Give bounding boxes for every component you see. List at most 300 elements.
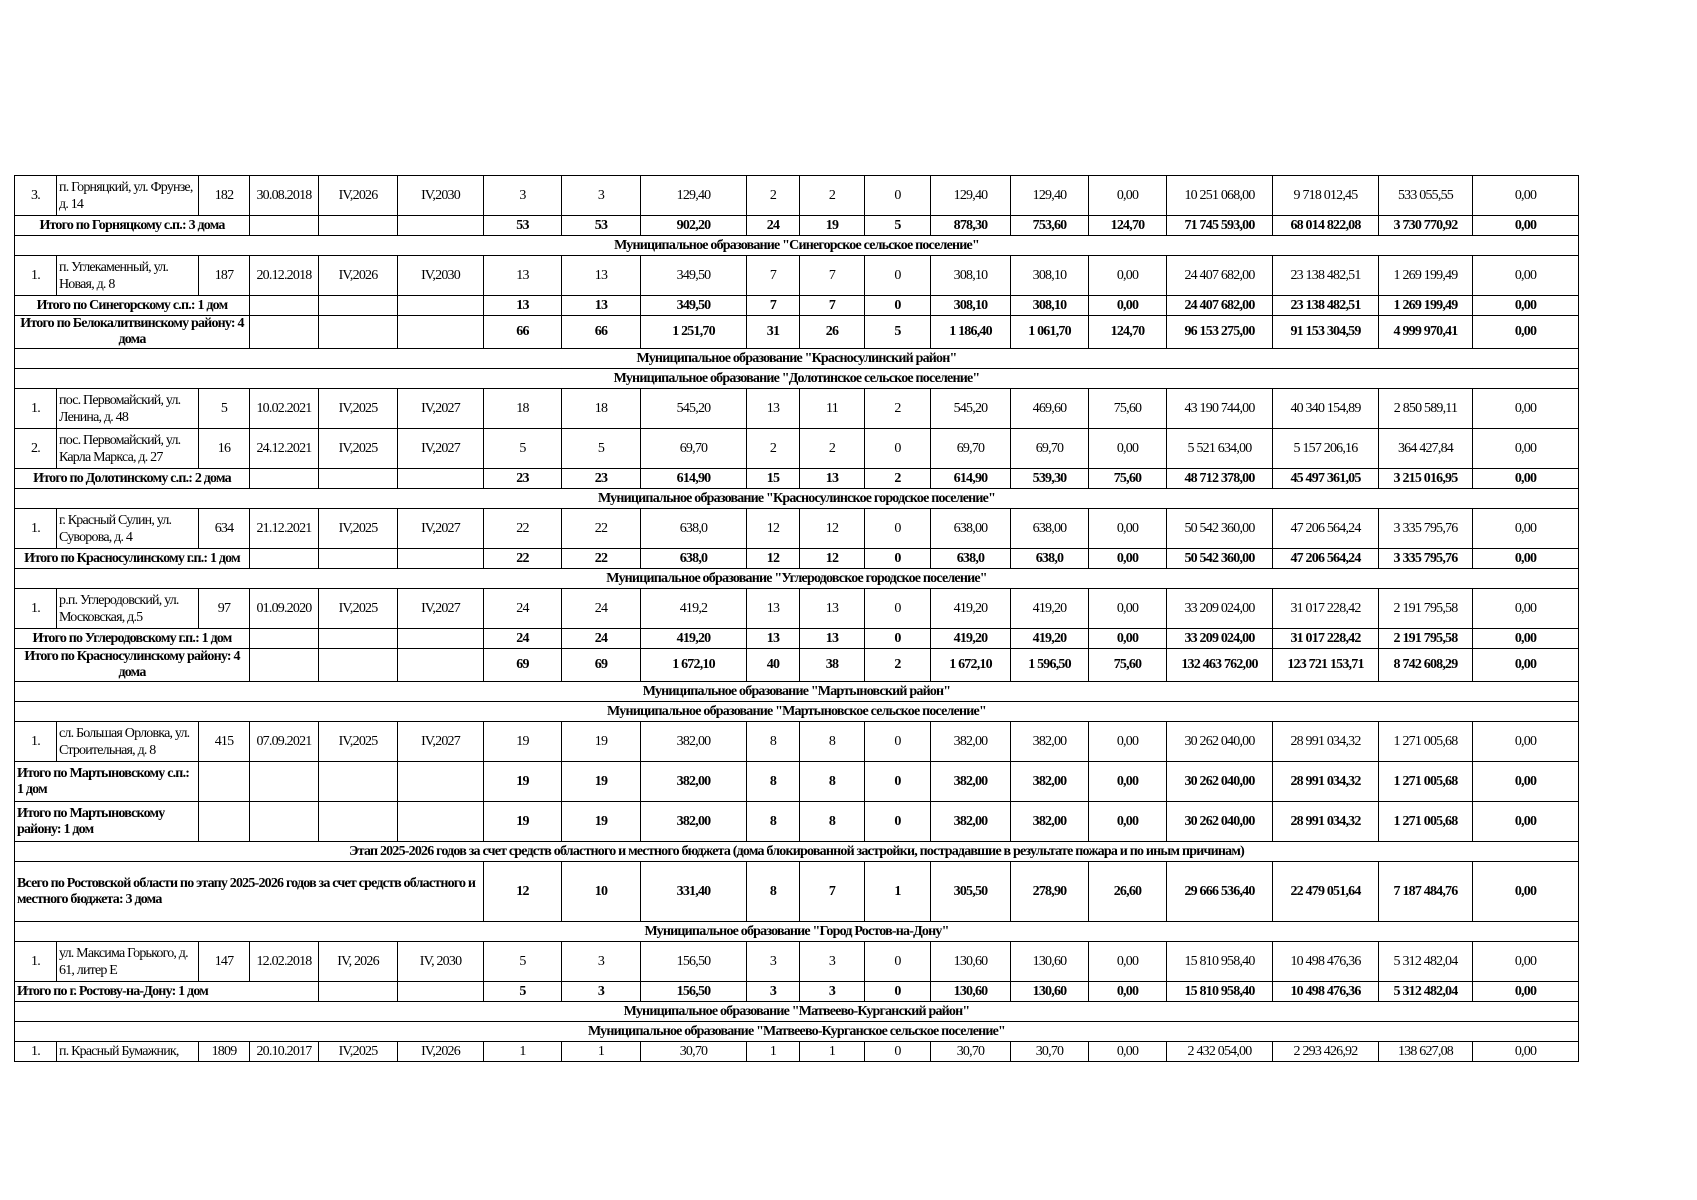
value-cell: 638,00	[1011, 509, 1089, 549]
value-cell: 0,00	[1089, 762, 1167, 802]
value-cell: 96 153 275,00	[1167, 316, 1273, 349]
address-cell: г. Красный Сулин, ул. Суворова, д. 4	[57, 509, 199, 549]
value-cell: 382,00	[1011, 762, 1089, 802]
value-cell: 5	[484, 982, 562, 1002]
value-cell: 124,70	[1089, 216, 1167, 236]
value-cell: 308,10	[931, 256, 1011, 296]
value-cell: 23 138 482,51	[1273, 256, 1379, 296]
value-cell: 10 498 476,36	[1273, 982, 1379, 1002]
value-cell: 40 340 154,89	[1273, 389, 1379, 429]
value-cell: 12.02.2018	[250, 942, 319, 982]
value-cell: 12	[800, 549, 865, 569]
value-cell: 614,90	[641, 469, 747, 489]
value-cell: 2	[865, 389, 931, 429]
grand-total-label: Всего по Ростовской области по этапу 2025-2026 годов за счет средств областного и местного бюджета: 3 дома	[15, 862, 484, 922]
value-cell: 349,50	[641, 256, 747, 296]
value-cell: 22	[484, 549, 562, 569]
value-cell: 0	[865, 549, 931, 569]
value-cell: 30,70	[931, 1042, 1011, 1062]
empty-cell	[319, 802, 398, 842]
value-cell: 0,00	[1089, 802, 1167, 842]
value-cell: 13	[562, 296, 641, 316]
value-cell: 0	[865, 942, 931, 982]
value-cell: 23 138 482,51	[1273, 296, 1379, 316]
value-cell: 22 479 051,64	[1273, 862, 1379, 922]
value-cell: 1 269 199,49	[1379, 256, 1473, 296]
value-cell: 130,60	[1011, 942, 1089, 982]
value-cell: 0,00	[1089, 549, 1167, 569]
table-row	[15, 256, 1579, 296]
value-cell: 24	[484, 629, 562, 649]
value-cell: 2 191 795,58	[1379, 589, 1473, 629]
value-cell: 539,30	[1011, 469, 1089, 489]
value-cell: 69,70	[641, 429, 747, 469]
value-cell: 1 596,50	[1011, 649, 1089, 682]
value-cell: 24 407 682,00	[1167, 256, 1273, 296]
value-cell: 18	[562, 389, 641, 429]
value-cell: 50 542 360,00	[1167, 509, 1273, 549]
value-cell: 66	[484, 316, 562, 349]
subtotal-label: Итого по г. Ростову-на-Дону: 1 дом	[15, 982, 319, 1002]
value-cell: 308,10	[1011, 256, 1089, 296]
value-cell: 382,00	[641, 722, 747, 762]
value-cell: 30.08.2018	[250, 176, 319, 216]
table-row	[15, 349, 1579, 369]
value-cell: IV,2026	[319, 256, 398, 296]
table-row	[15, 862, 1579, 922]
table-row	[15, 762, 1579, 802]
value-cell: 26,60	[1089, 862, 1167, 922]
table-row	[15, 649, 1579, 682]
value-cell: 24	[562, 589, 641, 629]
subtotal-label: Итого по Белокалитвинскому району: 4 дома	[15, 316, 250, 349]
empty-cell	[398, 629, 484, 649]
table-row	[15, 509, 1579, 549]
table-row	[15, 176, 1579, 216]
value-cell: 1	[865, 862, 931, 922]
section-heading: Муниципальное образование "Мартыновский район"	[15, 682, 1579, 702]
value-cell: 1 269 199,49	[1379, 296, 1473, 316]
value-cell: 1 271 005,68	[1379, 722, 1473, 762]
empty-cell	[250, 549, 319, 569]
subtotal-label: Итого по Долотинскому с.п.: 2 дома	[15, 469, 250, 489]
value-cell: 0	[865, 802, 931, 842]
empty-cell	[398, 216, 484, 236]
value-cell: 15	[747, 469, 800, 489]
table-row	[15, 429, 1579, 469]
value-cell: 2 191 795,58	[1379, 629, 1473, 649]
value-cell: 75,60	[1089, 389, 1167, 429]
value-cell: IV,2026	[319, 176, 398, 216]
value-cell: IV,2025	[319, 722, 398, 762]
value-cell: 1 271 005,68	[1379, 762, 1473, 802]
table-row	[15, 982, 1579, 1002]
value-cell: 19	[484, 762, 562, 802]
empty-cell	[319, 216, 398, 236]
value-cell: 156,50	[641, 942, 747, 982]
row-number: 1.	[15, 589, 57, 629]
value-cell: 130,60	[931, 942, 1011, 982]
section-heading: Муниципальное образование "Мартыновское сельское поселение"	[15, 702, 1579, 722]
value-cell: 415	[199, 722, 250, 762]
table-row	[15, 702, 1579, 722]
empty-cell	[319, 549, 398, 569]
value-cell: 24 407 682,00	[1167, 296, 1273, 316]
row-number: 1.	[15, 1042, 57, 1062]
value-cell: 3	[800, 982, 865, 1002]
value-cell: 30 262 040,00	[1167, 802, 1273, 842]
empty-cell	[319, 469, 398, 489]
value-cell: 24.12.2021	[250, 429, 319, 469]
section-heading: Муниципальное образование "Красносулинское городское поселение"	[15, 489, 1579, 509]
value-cell: IV,2025	[319, 389, 398, 429]
value-cell: 0,00	[1473, 176, 1579, 216]
value-cell: 20.12.2018	[250, 256, 319, 296]
value-cell: 28 991 034,32	[1273, 722, 1379, 762]
value-cell: 419,2	[641, 589, 747, 629]
value-cell: 0	[865, 1042, 931, 1062]
value-cell: 16	[199, 429, 250, 469]
value-cell: 382,00	[1011, 722, 1089, 762]
value-cell: 132 463 762,00	[1167, 649, 1273, 682]
value-cell: 13	[800, 629, 865, 649]
value-cell: 1 271 005,68	[1379, 802, 1473, 842]
value-cell: 0	[865, 762, 931, 802]
value-cell: 75,60	[1089, 649, 1167, 682]
value-cell: 638,0	[1011, 549, 1089, 569]
value-cell: 382,00	[931, 762, 1011, 802]
value-cell: 0,00	[1473, 589, 1579, 629]
value-cell: 5 312 482,04	[1379, 942, 1473, 982]
value-cell: 30 262 040,00	[1167, 762, 1273, 802]
empty-cell	[250, 629, 319, 649]
value-cell: 0	[865, 429, 931, 469]
value-cell: 19	[562, 802, 641, 842]
value-cell: 533 055,55	[1379, 176, 1473, 216]
table-row	[15, 216, 1579, 236]
value-cell: 3	[800, 942, 865, 982]
value-cell: 38	[800, 649, 865, 682]
value-cell: 129,40	[931, 176, 1011, 216]
value-cell: 0	[865, 256, 931, 296]
empty-cell	[250, 469, 319, 489]
value-cell: IV,2027	[398, 429, 484, 469]
table-row	[15, 942, 1579, 982]
table-body	[15, 176, 1579, 1062]
housing-program-table	[14, 175, 1579, 1062]
value-cell: 23	[562, 469, 641, 489]
address-cell: п. Красный Бумажник,	[57, 1042, 199, 1062]
section-heading: Муниципальное образование "Красносулинский район"	[15, 349, 1579, 369]
value-cell: 10	[562, 862, 641, 922]
subtotal-label: Итого по Мартыновскому району: 1 дом	[15, 802, 199, 842]
value-cell: 2	[800, 176, 865, 216]
value-cell: 19	[562, 762, 641, 802]
value-cell: 182	[199, 176, 250, 216]
table-row	[15, 296, 1579, 316]
value-cell: 28 991 034,32	[1273, 802, 1379, 842]
empty-cell	[199, 762, 250, 802]
value-cell: 75,60	[1089, 469, 1167, 489]
table-row	[15, 722, 1579, 762]
value-cell: 2	[865, 469, 931, 489]
value-cell: IV,2025	[319, 429, 398, 469]
value-cell: 305,50	[931, 862, 1011, 922]
value-cell: 0,00	[1473, 216, 1579, 236]
value-cell: 13	[747, 389, 800, 429]
value-cell: 545,20	[931, 389, 1011, 429]
value-cell: 0,00	[1089, 629, 1167, 649]
table-row	[15, 922, 1579, 942]
empty-cell	[250, 316, 319, 349]
value-cell: 7	[800, 296, 865, 316]
value-cell: 5	[865, 216, 931, 236]
value-cell: 3	[562, 982, 641, 1002]
value-cell: 10 498 476,36	[1273, 942, 1379, 982]
table-row	[15, 389, 1579, 429]
value-cell: 50 542 360,00	[1167, 549, 1273, 569]
table-row	[15, 549, 1579, 569]
value-cell: 2	[747, 429, 800, 469]
value-cell: 0,00	[1473, 389, 1579, 429]
address-cell: п. Углекаменный, ул. Новая, д. 8	[57, 256, 199, 296]
value-cell: 30,70	[641, 1042, 747, 1062]
subtotal-label: Итого по Красносулинскому району: 4 дома	[15, 649, 250, 682]
value-cell: 753,60	[1011, 216, 1089, 236]
value-cell: 382,00	[931, 802, 1011, 842]
empty-cell	[319, 629, 398, 649]
value-cell: 19	[484, 802, 562, 842]
table-row	[15, 1002, 1579, 1022]
table-row	[15, 682, 1579, 702]
empty-cell	[319, 649, 398, 682]
value-cell: 8	[747, 802, 800, 842]
value-cell: 0,00	[1089, 176, 1167, 216]
value-cell: 26	[800, 316, 865, 349]
empty-cell	[398, 469, 484, 489]
value-cell: 0,00	[1089, 589, 1167, 629]
empty-cell	[250, 296, 319, 316]
value-cell: IV,2030	[398, 176, 484, 216]
value-cell: 419,20	[641, 629, 747, 649]
row-number: 1.	[15, 389, 57, 429]
table-row	[15, 569, 1579, 589]
subtotal-label: Итого по Синегорскому с.п.: 1 дом	[15, 296, 250, 316]
value-cell: 12	[800, 509, 865, 549]
value-cell: 3	[562, 942, 641, 982]
value-cell: 13	[747, 629, 800, 649]
value-cell: 0	[865, 722, 931, 762]
row-number: 1.	[15, 942, 57, 982]
value-cell: 13	[800, 589, 865, 629]
value-cell: 0,00	[1473, 469, 1579, 489]
value-cell: 12	[484, 862, 562, 922]
value-cell: IV, 2030	[398, 942, 484, 982]
value-cell: 69	[562, 649, 641, 682]
value-cell: IV,2027	[398, 589, 484, 629]
value-cell: 10 251 068,00	[1167, 176, 1273, 216]
value-cell: 13	[800, 469, 865, 489]
value-cell: 147	[199, 942, 250, 982]
value-cell: 15 810 958,40	[1167, 982, 1273, 1002]
value-cell: 0,00	[1473, 296, 1579, 316]
value-cell: 1 672,10	[931, 649, 1011, 682]
value-cell: 0,00	[1089, 256, 1167, 296]
row-number: 3.	[15, 176, 57, 216]
address-cell: р.п. Углеродовский, ул. Московская, д.5	[57, 589, 199, 629]
value-cell: 69	[484, 649, 562, 682]
value-cell: IV,2027	[398, 509, 484, 549]
value-cell: 8	[800, 802, 865, 842]
value-cell: 53	[562, 216, 641, 236]
empty-cell	[250, 802, 319, 842]
value-cell: 18	[484, 389, 562, 429]
address-cell: п. Горняцкий, ул. Фрунзе, д. 14	[57, 176, 199, 216]
section-heading: Муниципальное образование "Матвеево-Курганское сельское поселение"	[15, 1022, 1579, 1042]
value-cell: 638,0	[641, 549, 747, 569]
value-cell: 22	[484, 509, 562, 549]
value-cell: 124,70	[1089, 316, 1167, 349]
value-cell: 0,00	[1473, 762, 1579, 802]
empty-cell	[250, 762, 319, 802]
value-cell: 20.10.2017	[250, 1042, 319, 1062]
value-cell: 4 999 970,41	[1379, 316, 1473, 349]
value-cell: IV, 2026	[319, 942, 398, 982]
value-cell: 0	[865, 589, 931, 629]
value-cell: 22	[562, 509, 641, 549]
value-cell: 0,00	[1473, 316, 1579, 349]
row-number: 1.	[15, 509, 57, 549]
value-cell: 91 153 304,59	[1273, 316, 1379, 349]
value-cell: 7	[747, 256, 800, 296]
value-cell: 638,0	[931, 549, 1011, 569]
value-cell: 878,30	[931, 216, 1011, 236]
value-cell: 138 627,08	[1379, 1042, 1473, 1062]
value-cell: 0	[865, 176, 931, 216]
value-cell: 8	[747, 762, 800, 802]
value-cell: 0,00	[1473, 256, 1579, 296]
value-cell: 30,70	[1011, 1042, 1089, 1062]
value-cell: IV,2025	[319, 509, 398, 549]
value-cell: IV,2025	[319, 1042, 398, 1062]
value-cell: 71 745 593,00	[1167, 216, 1273, 236]
value-cell: 364 427,84	[1379, 429, 1473, 469]
value-cell: 0,00	[1089, 722, 1167, 762]
value-cell: 0,00	[1473, 649, 1579, 682]
value-cell: 0,00	[1473, 722, 1579, 762]
value-cell: 7	[800, 862, 865, 922]
table-row	[15, 1022, 1579, 1042]
value-cell: 5 312 482,04	[1379, 982, 1473, 1002]
row-number: 2.	[15, 429, 57, 469]
value-cell: 308,10	[931, 296, 1011, 316]
empty-cell	[398, 802, 484, 842]
empty-cell	[319, 296, 398, 316]
value-cell: 130,60	[931, 982, 1011, 1002]
value-cell: 5 157 206,16	[1273, 429, 1379, 469]
value-cell: 23	[484, 469, 562, 489]
value-cell: 5	[484, 942, 562, 982]
value-cell: 7	[800, 256, 865, 296]
value-cell: 1 672,10	[641, 649, 747, 682]
value-cell: 3	[562, 176, 641, 216]
value-cell: 7 187 484,76	[1379, 862, 1473, 922]
value-cell: 31 017 228,42	[1273, 629, 1379, 649]
table-row	[15, 589, 1579, 629]
value-cell: 7	[747, 296, 800, 316]
value-cell: 0,00	[1473, 1042, 1579, 1062]
value-cell: 10.02.2021	[250, 389, 319, 429]
value-cell: 469,60	[1011, 389, 1089, 429]
value-cell: 30 262 040,00	[1167, 722, 1273, 762]
value-cell: 2	[747, 176, 800, 216]
value-cell: 47 206 564,24	[1273, 509, 1379, 549]
value-cell: 331,40	[641, 862, 747, 922]
value-cell: 31	[747, 316, 800, 349]
empty-cell	[398, 649, 484, 682]
value-cell: 24	[484, 589, 562, 629]
row-number: 1.	[15, 722, 57, 762]
value-cell: 1 251,70	[641, 316, 747, 349]
table-row	[15, 236, 1579, 256]
section-heading: Муниципальное образование "Долотинское сельское поселение"	[15, 369, 1579, 389]
value-cell: 0,00	[1473, 509, 1579, 549]
value-cell: 19	[484, 722, 562, 762]
value-cell: 614,90	[931, 469, 1011, 489]
value-cell: 2	[865, 649, 931, 682]
address-cell: пос. Первомайский, ул. Карла Маркса, д. 27	[57, 429, 199, 469]
table-row	[15, 1042, 1579, 1062]
value-cell: 28 991 034,32	[1273, 762, 1379, 802]
address-cell: ул. Максима Горького, д. 61, литер Е	[57, 942, 199, 982]
value-cell: 0,00	[1473, 942, 1579, 982]
value-cell: 382,00	[641, 802, 747, 842]
section-heading: Муниципальное образование "Синегорское сельское поселение"	[15, 236, 1579, 256]
value-cell: 13	[747, 589, 800, 629]
value-cell: 3	[747, 942, 800, 982]
value-cell: 21.12.2021	[250, 509, 319, 549]
value-cell: 0,00	[1473, 429, 1579, 469]
value-cell: 07.09.2021	[250, 722, 319, 762]
value-cell: 278,90	[1011, 862, 1089, 922]
value-cell: 2 432 054,00	[1167, 1042, 1273, 1062]
table-row	[15, 469, 1579, 489]
value-cell: 47 206 564,24	[1273, 549, 1379, 569]
value-cell: 43 190 744,00	[1167, 389, 1273, 429]
empty-cell	[398, 762, 484, 802]
value-cell: 3	[747, 982, 800, 1002]
value-cell: 12	[747, 509, 800, 549]
value-cell: 0	[865, 509, 931, 549]
table-row	[15, 842, 1579, 862]
empty-cell	[319, 316, 398, 349]
value-cell: 2	[800, 429, 865, 469]
section-heading: Муниципальное образование "Углеродовское городское поселение"	[15, 569, 1579, 589]
empty-cell	[319, 762, 398, 802]
value-cell: 129,40	[641, 176, 747, 216]
value-cell: 8	[800, 722, 865, 762]
value-cell: 9 718 012,45	[1273, 176, 1379, 216]
value-cell: 0	[865, 296, 931, 316]
value-cell: 31 017 228,42	[1273, 589, 1379, 629]
value-cell: 1	[562, 1042, 641, 1062]
empty-cell	[199, 802, 250, 842]
address-cell: пос. Первомайский, ул. Ленина, д. 48	[57, 389, 199, 429]
value-cell: 68 014 822,08	[1273, 216, 1379, 236]
value-cell: 3 335 795,76	[1379, 549, 1473, 569]
value-cell: 19	[800, 216, 865, 236]
value-cell: 0,00	[1089, 1042, 1167, 1062]
